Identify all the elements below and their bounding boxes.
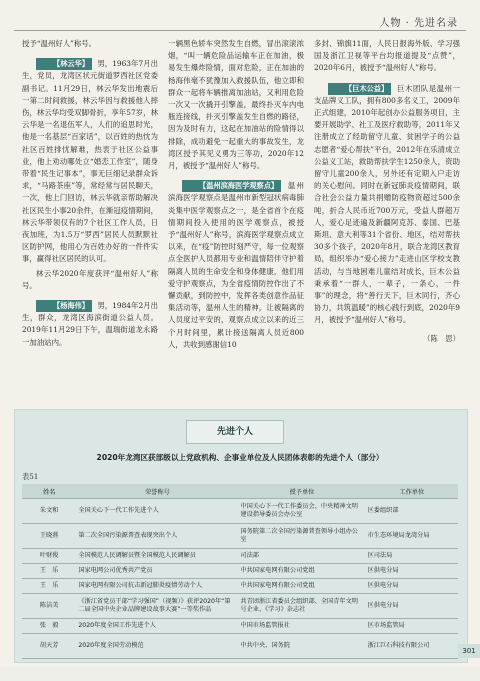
cell-work-unit: 区委组织部 xyxy=(366,499,458,524)
table-row xyxy=(22,564,458,579)
paragraph-text: 男，1984年2月出生，群众，龙湾区海滨街道公益人员。2019年11月29日下午，温瑞街道龙永路一加油站内。 xyxy=(22,301,158,347)
paragraph: 一辆黑色轿车突然发生自燃，冒出滚滚浓烟，“叫一辆危险品运输车正在加油，极易发生爆炸险情，面对危险，正在加油的杨海伟毫不犹豫加入救援队伍，他立即和群众一起将车辆推离加油站，又利用危险一次又一次撬开引擎盖，最终扑灭车内电瓶连接线，扑灭引擎盖发生自燃的路径，因为及时有力，这起在加油站的险情得以排除，成功避免一起重大的事故发生，龙湾区授予其见义勇为三等功，2020年12月，被授予“温州好人”称号。 xyxy=(168,39,304,171)
cell-work-unit: 区供电分局 xyxy=(366,564,458,579)
cell-honor: 全国关心下一代工作先进个人 xyxy=(76,499,238,524)
cell-awarding-unit: 中国市场监管报社 xyxy=(238,619,365,634)
header-divider xyxy=(14,30,466,31)
page-number: 301 xyxy=(458,644,480,658)
honors-table xyxy=(22,484,458,659)
table-row xyxy=(22,524,458,549)
cell-name: 张 毅 xyxy=(22,619,76,634)
table-row xyxy=(22,549,458,564)
table-row xyxy=(22,619,458,634)
table-header-row xyxy=(22,484,458,499)
cell-awarding-unit: 中共国家电网有限公司党组 xyxy=(238,579,365,594)
paragraph xyxy=(22,300,158,349)
cell-name: 胡天芳 xyxy=(22,634,76,659)
cell-honor: 第二次全国污染源普查表现突出个人 xyxy=(76,524,238,549)
cell-honor: 国家电网公司优秀共产党员 xyxy=(76,564,238,579)
cell-work-unit: 区供电分局 xyxy=(366,579,458,594)
cell-awarding-unit: 中共中央、国务院 xyxy=(238,634,365,659)
table-note: 表51 xyxy=(22,472,39,481)
cell-name: 王 乐 xyxy=(22,579,76,594)
cell-work-unit: 区市场监管局 xyxy=(366,619,458,634)
table-row xyxy=(22,634,458,659)
panel-title: 先进个人 xyxy=(186,420,284,444)
section-tag: 【温州滨海医学观察点】 xyxy=(182,180,281,192)
paragraph-text: 巨木团队是温州一支品牌义工队，拥有800多名义工，2009年正式组建，2010年起创办公益服务项目，主要开展助学、社工及医疗救助等，2011年又注册成立了经助留守儿童、贫困学子的公益志愿者“爱心帮扶”平台，2012年在乐清成立公益义工站，救助帮扶学生1250余人，资助留守儿童200余人，另外还有定期入户走访的关心慰问。同时在新冠肺炎疫情期间，联合社会公益力量共捐赠防疫物资超过500余吨，折合人民币近700万元，受益人群超万人，爱心足迹遍及新疆阿克苏、泰国、巴基斯坦、意大利等31个省份、地区，结对帮扶30多个孩子，2020年8月，联合龙湾区教育局，组织举办“爱心接力”走进山区学校支教活动，与当地困难儿童结对成长，巨木公益秉承着“一群人，一辈子，一条心，一件事”的理念，将“善行天下，巨木同行，齐心协力，共筑温暖”的核心践行到底，2020年9月，被授予“温州好人”称号。 xyxy=(314,83,460,325)
cell-honor: 全国模范人民调解员暨全国模范人民调解员 xyxy=(76,549,238,564)
cell-honor: 《浙江省党员干部“学习强国”（视频）》获评2020年“第二届全国中央企业品牌建设故事大赛”一等奖作品 xyxy=(76,594,238,619)
cell-work-unit: 浙江巨石科技有限公司 xyxy=(366,634,458,659)
cell-name: 朱文和 xyxy=(22,499,76,524)
section-tag: 【林云华】 xyxy=(36,58,92,70)
col-header-honor: 荣誉称号 xyxy=(76,484,238,499)
paragraph xyxy=(22,58,158,265)
cell-name: 叶财俊 xyxy=(22,549,76,564)
running-head: 人物 · 先进名录 xyxy=(379,18,458,29)
cell-honor: 国家电网有限公司抗击新冠肺炎疫情劳动个人 xyxy=(76,579,238,594)
paragraph: 林云华2020年度获评“温州好人”称号。 xyxy=(22,268,158,290)
cell-honor: 2020年度全国劳动模范 xyxy=(76,634,238,659)
table-row xyxy=(22,594,458,619)
col-header-awarding-unit: 授予单位 xyxy=(238,484,365,499)
col-header-name: 姓名 xyxy=(22,484,76,499)
author-signature: （陈 思） xyxy=(423,333,460,343)
cell-name: 王 乐 xyxy=(22,564,76,579)
text-column-1 xyxy=(22,38,158,351)
paragraph: 授予“温州好人”称号。 xyxy=(22,39,97,48)
table-row xyxy=(22,499,458,524)
cell-honor: 2020年度全国工作先进个人 xyxy=(76,619,238,634)
table-caption: 2020年龙湾区获部级以上党政机构、企事业单位及人民团体表彰的先进个人（部分） xyxy=(96,453,384,462)
paragraph xyxy=(168,180,304,351)
text-column-2 xyxy=(168,38,304,353)
cell-name: 陈洁美 xyxy=(22,594,76,619)
paragraph-text: 温州滨海医学观察点是温州市新型冠状病毒肺炎集中医学观察点之一，是全省首个在疫情期间投入使用的医学观察点，被授予“温州好人”称号，滨海医学观察点成立以来，在“疫”防控时刻严守，每一位观察点全医护人员都用专业和温情陪伴守护着隔离人员的生命安全和身体健康，他们用爱守护观察点，为全省疫情防控作出了不懈贡献，到防控中，发挥各类创意作品征集活动等，温州人生的精神，让被隔离的人员度过平安的，观察点成立以来的近三个月时间里，累计接送隔离人员近800人，共收到感谢信10 xyxy=(168,181,304,349)
paragraph xyxy=(314,83,460,327)
bottom-gutter xyxy=(0,667,480,681)
cell-awarding-unit: 共青团浙江省委员会组织部、全国青年文明号企业、《学习》杂志社 xyxy=(238,594,365,619)
table-row xyxy=(22,579,458,594)
paragraph-text: 男，1963年7月出生，党员，龙湾区状元街道罗西社区党委副书记。11月29日，林云华发出地震后一第二时间救援，林云华因与救援他人摔伤，林云华均受双脚骨折，享年57岁，林云华是一名退伍军人，人们的追思时光，他是一名基层“百家话”，以百姓的热忱为社区百姓排忧解难，热衷于社区公益事业，他上劝动哪处立“婚恋工作室”，随身带着“民生记事本”，事无巨细记录群众诉求，“马路茶座”等，常经常与居民聊天，一次，他上门回访，林云华就亲帮助解决社区民生小事20余件，在渐冠疫情期间，林云华带领仅有的7个社区工作人员，日夜加班，为1.5万“罗西”居民人员默默社区防护网，他用心为百姓办好的一件件实事，赢得社区居民的认可。 xyxy=(22,59,158,264)
col-header-work-unit: 工作单位 xyxy=(366,484,458,499)
cell-work-unit: 区供电分局 xyxy=(366,594,458,619)
cell-work-unit: 区司法局 xyxy=(366,549,458,564)
section-tag: 【巨木公益】 xyxy=(328,83,391,95)
text-column-3 xyxy=(314,38,460,345)
cell-awarding-unit: 国务院第二次全国污染源普查领导小组办公室 xyxy=(238,524,365,549)
cell-awarding-unit: 司法部 xyxy=(238,549,365,564)
paragraph: 多封、锦旗11面，人民日报海外版、学习强国及浙江卫视等平台均报道提及“点赞”，2020年6月，被授予“温州好人”称号。 xyxy=(314,39,460,73)
cell-awarding-unit: 中国关心下一代工作委员会、中央精神文明建设指导委员会办公室 xyxy=(238,499,365,524)
cell-awarding-unit: 中共国家电网有限公司党组 xyxy=(238,564,365,579)
cell-name: 王晓燕 xyxy=(22,524,76,549)
cell-work-unit: 市生态环境局龙湾分局 xyxy=(366,524,458,549)
section-tag: 【杨海伟】 xyxy=(36,300,92,312)
